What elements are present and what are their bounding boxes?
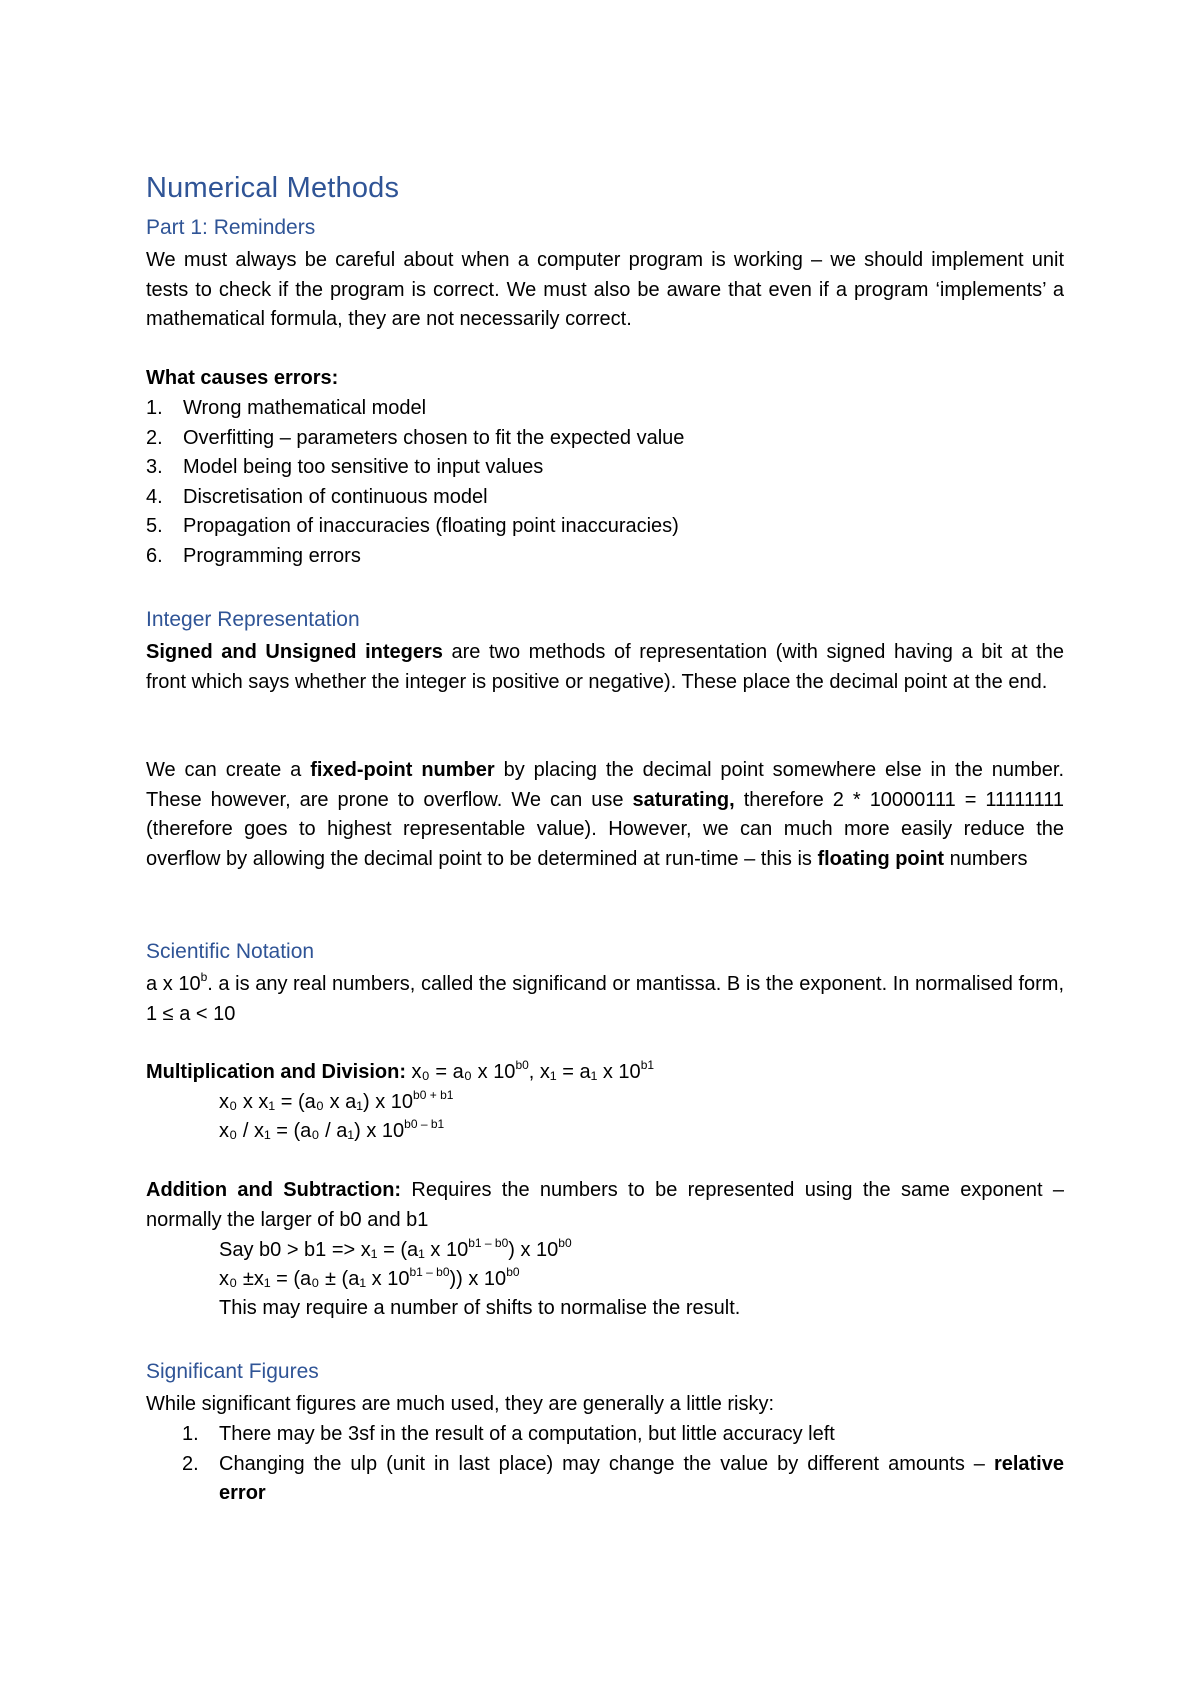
add-sub-note: This may require a number of shifts to normalise the result. [219,1297,741,1319]
reminders-intro: We must always be careful about when a computer program is working – we should implement unit tests to check if the program is correct. We must also be aware that even if a program ‘implements’ a mathematical formula, they are not necessarily correct. [146,249,1064,330]
scientific-paragraph: a x 10$^b$. a is any real numbers, called the significand or mantissa. B is the exponent. In normalised form, 1 ≤ a < 10 [146,970,1064,1025]
div-formula: x₀ / x₁ = (a₀ / a₁) x $10^{b0 - b1}$ [219,1117,445,1142]
section-heading-integer: Integer Representation [146,608,360,631]
list-item: 4. Discretisation of continuous model [146,485,488,508]
sigfig-list [182,1420,1064,1509]
sigfig-intro: While significant figures are much used, they are generally a little risky: [146,1393,775,1415]
integer-paragraph-1: Signed and Unsigned integers are two methods of representation (with signed having a bit at the front which says whether the integer is positive or negative). These place the decimal point at the end. [146,641,1064,693]
add-sub-formula-2: x₀ ±x₁ = (a₀ ± (a₁ x $10^{b1 - b0}$)) x $10^{b0}$ [219,1265,520,1290]
page-title: Numerical Methods [146,172,400,204]
errors-list [146,394,1064,571]
section-heading-reminders: Part 1: Reminders [146,216,316,239]
list-item: 2. Overfitting – parameters chosen to fit the expected value [146,426,685,449]
add-sub-formula-1: Say b0 > b1 => x₁ = (a₁ x $10^{b1 - b0}$) x $10^{b0}$ [219,1236,572,1261]
section-heading-scientific: Scientific Notation [146,940,315,963]
list-item: 3. Model being too sensitive to input values [146,456,544,478]
list-item: 1. There may be 3sf in the result of a computation, but little accuracy left [182,1423,835,1445]
list-item: 6. Programming errors [146,544,361,567]
integer-paragraph-2: We can create a fixed-point number by placing the decimal point somewhere else in the number. These however, are prone to overflow. We can use saturating, therefore 2 * 10000111 = 11111111 (therefore goes to highest representable value). However, we can much more easily reduce the overflow by allowing the decimal point to be determined at run-time – this is floating point numbers [146,759,1065,870]
mult-formula: x₀ x x₁ = (a₀ x a₁) x $10^{b0 + b1}$ [219,1088,454,1113]
section-heading-sigfig: Significant Figures [146,1360,319,1383]
mult-div-definition: Multiplication and Division: x₀ = a₀ x $10^{b0}$, x₁ = a₁ x $10^{b1}$ [146,1058,655,1083]
errors-heading: What causes errors: [146,367,339,389]
add-sub-definition: Addition and Subtraction: Requires the numbers to be represented using the same exponent – normally the larger of b0 and b1 [146,1179,1064,1231]
list-item: 2. Changing the ulp (unit in last place) may change the value by different amounts – relative error [182,1452,1064,1504]
list-item: 5. Propagation of inaccuracies (floating point inaccuracies) [146,515,679,537]
list-item: 1. Wrong mathematical model [146,397,427,419]
